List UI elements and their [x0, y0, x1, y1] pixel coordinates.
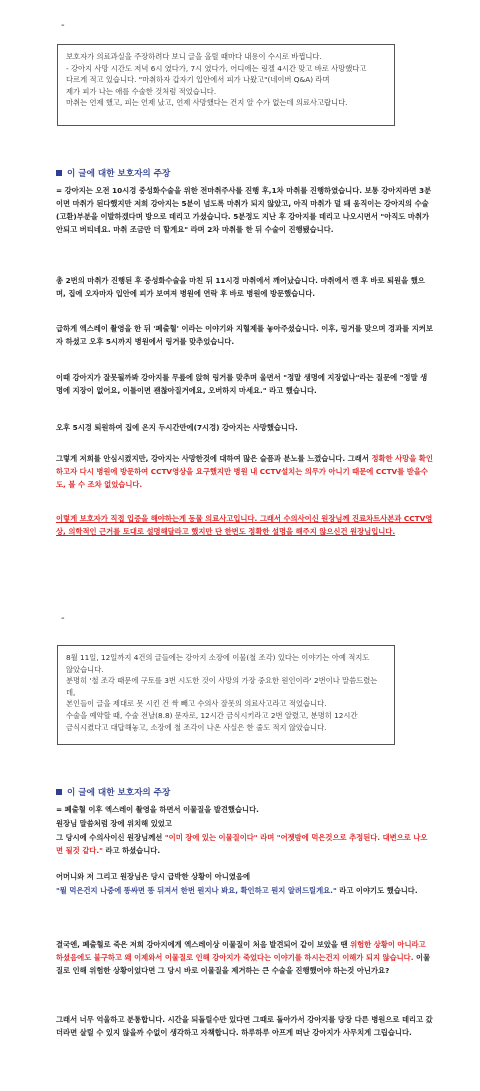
claim-paragraph: 그래서 너무 억울하고 분통합니다. 시간을 되돌릴수만 있다면 그때로 돌아가서 강아지를 당장 다른 병원으로 데리고 갔더라면 살릴 수 있지 않을까 수없이 생각하고 자책합니다. 하루하루 아프게 떠난 강아지가 사무치게 그립습니다.	[56, 1015, 433, 1037]
claim-paragraph: = 폐출혈 이후 엑스레이 촬영을 하면서 이물질을 발견했습니다.	[56, 805, 259, 814]
claim-paragraph: 원장님 말씀처럼 장에 위치해 있었고	[56, 819, 172, 828]
claim-text: 라고 이야기도 했습니다.	[336, 886, 418, 895]
dash-marker-1: -	[61, 20, 65, 31]
rebuttal-line: - 강아지 사망 시간도 저녁 6시 였다가, 7시 였다가, 어디에는 링겔 4시간 맞고 바로 사망했다고	[66, 63, 367, 73]
section-heading-text: 이 글에 대한 보호자의 주장	[67, 169, 171, 179]
rebuttal-line: 8월 11일, 12일까지 4건의 글들에는 강아지 소장에 이물(철 조각) 있다는 이야기는 아예 적지도	[66, 653, 370, 662]
claim-text: 이물질로 인해 위험한 상황이었다면 그 당시 바로 이물질을 제거하는 큰 수술을 진행했어야 하는것 아닌가요?	[56, 953, 431, 975]
claim-quote: "뭘 먹은건지 나중에 똥싸면 똥 뒤져서 한번 뭔지나 봐요, 확인하고 뭔지 알려드릴게요."	[56, 886, 337, 895]
rebuttal-line: 마취는 언제 했고, 피는 언제 났고, 언제 사망했다는 건지 알 수가 없는데 의료사고랍니다.	[66, 98, 348, 108]
rebuttal-line: 금식시켰다고 대답해놓고, 소장에 철 조각이 나온 사실은 한 줄도 적지 않았습니다.	[66, 722, 327, 732]
claim-paragraph	[56, 452, 434, 491]
rebuttal-line: 다르게 적고 있습니다. "마취하자 갑자기 입안에서 피가 나왔고"(네이버 Q&A) 라며	[66, 75, 330, 85]
claim-paragraph: 이때 강아지가 잘못될까봐 강아지를 무릎에 앉혀 링거를 맞추며 울면서 "정말 생명에 지장없나"라는 질문에 "정말 생명에 지장이 없어요, 이틀이면 괜찮아질거에요, 오버하지 마세요." 라고 했습니다.	[56, 373, 428, 395]
claim-paragraph	[56, 938, 434, 977]
rebuttal-line: 수술을 예약할 때, 수술 전날(8.8) 문자로, 12시간 금식시키라고 2번 알렸고, 분명히 12시간	[66, 710, 358, 720]
dash-marker-2: -	[61, 613, 65, 624]
rebuttal-box-2	[57, 645, 395, 745]
claim-text: 결국엔, 폐출혈로 죽은 저희 강아지에게 엑스레이상 이물질이 처음 발견되어 같이 보았을 땐	[56, 940, 351, 949]
rebuttal-line: 않았습니다.	[66, 664, 104, 674]
rebuttal-box-1	[57, 44, 395, 126]
claim-paragraph: 어머니와 저 그리고 원장님은 당시 급박한 상황이 아니였음에	[56, 872, 251, 881]
rebuttal-line: 보호자가 의료과실을 주장하려다 보니 글을 올릴 때마다 내용이 수시로 바뀝니다.	[66, 52, 322, 61]
claim-paragraph: = 강아지는 오전 10시경 중성화수술을 위한 전마취주사를 진행 후,1차 마취를 진행하였습니다. 보통 강아지라면 3분이면 마취가 된다했지만 저희 강아지는 5분이 넘도록 마취가 되지 않았고, 아직 마취가 덜 돼 움직이는 강아지의 수술(고환)부분을 이발하겠다며 방으로 데리고 가셨습니다. 5분정도 지난 후 강아지를 데리고 나오시면서 "아직도 마취가 안되고 버티네요. 마취 조금만 더 할게요" 라며 2차 마취를 한 뒤 수술이 진행됐습니다.	[56, 186, 432, 234]
claim-highlight: 정확한 사망을 확인하고자 다시 병원에 방문하여 CCTV영상을 요구했지만 병원 내 CCTV설치는 의무가 아니기 때문에 CCTV를 받을수도, 볼 수 조차 없었습니다.	[56, 454, 433, 489]
claim-paragraph: 총 2번의 마취가 진행된 후 중성화수술을 마친 뒤 11시경 마취에서 깨어났습니다. 마취에서 깬 후 바로 퇴원을 했으며, 집에 오자마자 입안에 피가 보여져 병원에 연락 후 바로 병원에 방문했습니다.	[56, 276, 425, 298]
section-heading-text: 이 글에 대한 보호자의 주장	[67, 788, 171, 798]
claim-text: 그 당시에 수의사이신 원장님께선	[56, 833, 165, 842]
claim-highlight: "이미 장에 있는 이물질이다" 라며 "어젯밤에 먹은것으로 추정된다. 대변으로 나오면 될것 같다."	[56, 833, 428, 855]
rebuttal-line: 제가 피가 나는 애를 수술한 것처럼 적었습니다.	[66, 86, 217, 96]
section-heading-1	[56, 167, 170, 179]
claim-highlight: 위험한 상황이 아니라고 하셨음에도 불구하고 왜 이제와서 이물질로 인해 강아지가 죽었다는 이야기를 하시는건지 이해가 되지 않습니다.	[56, 940, 426, 962]
square-bullet-icon	[56, 170, 62, 176]
claim-text: 라고 하셨습니다.	[102, 846, 161, 855]
claim-paragraph: 오후 5시경 퇴원하여 집에 온지 두시간만에(7시경) 강아지는 사망했습니다.	[56, 423, 298, 432]
rebuttal-line: 본인들이 글을 제대로 못 시킨 건 싹 빼고 수의사 잘못의 의료사고라고 적었습니다.	[66, 699, 327, 709]
claim-paragraph	[56, 884, 434, 897]
claim-paragraph	[56, 831, 434, 857]
claim-text: 그렇게 저희를 안심시켰지만, 강아지는 사망한것에 대하여 많은 슬픔과 분노를 느꼈습니다. 그래서	[56, 454, 372, 463]
claim-paragraph: 급하게 엑스레이 촬영을 한 뒤 '폐출혈' 이라는 이야기와 지혈제를 놓아주셨습니다. 이후, 링거를 맞으며 경과를 지켜보자 하셨고 오후 5시까지 병원에서 링거를 맞추었습니다.	[56, 324, 433, 346]
rebuttal-line: 분명히 '철 조각 때문에 구토를 3번 시도한 것이 사망의 가장 중요한 원인이라' 2번이나 말씀드렸는데,	[66, 676, 378, 697]
section-heading-2	[56, 786, 170, 798]
square-bullet-icon	[56, 789, 62, 795]
claim-highlight-paragraph: 이렇게 보호자가 직접 입증을 해야하는게 동물 의료사고입니다. 그래서 수의사이신 원장님께 진료차트사본과 CCTV영상, 의학적인 근거를 토대로 설명해달라고 했지만 단 한번도 정확한 설명을 해주지 않으신건 원장님입니다.	[56, 514, 433, 536]
